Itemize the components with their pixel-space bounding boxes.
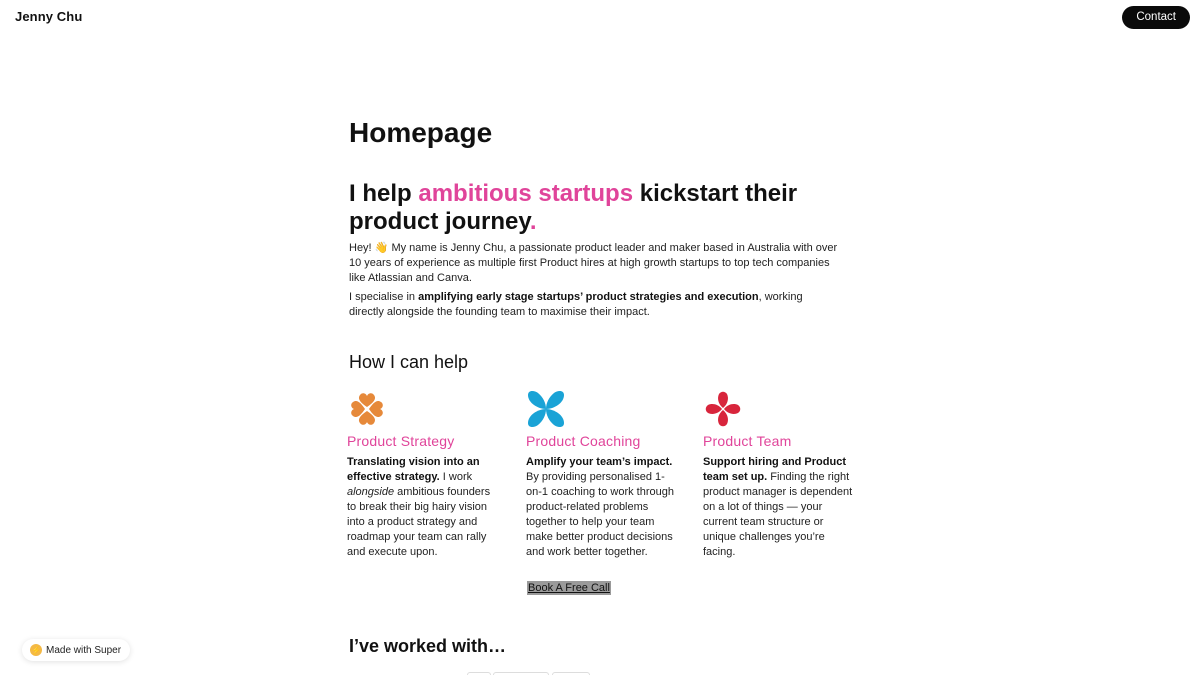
page-title: Homepage [349,117,493,148]
worked-with-title: I’ve worked with… [349,636,507,656]
card-description [526,455,676,560]
hero-highlight: ambitious startups [418,180,634,207]
card-lead: Support hiring and Product team set up. [703,456,846,483]
red-flower-icon [703,389,743,429]
card-lead: Amplify your team’s impact. [526,456,673,468]
card-title: Product Team [703,433,792,449]
lightning-bolt-icon: ⚡ [31,645,41,655]
blue-petals-icon [526,389,566,429]
hero-heading [349,180,819,236]
intro-paragraph-1 [349,241,839,286]
card-text: I work [439,471,473,483]
card-title: Product Strategy [347,433,455,449]
wave-emoji-icon: 👋 [374,242,389,254]
card-title: Product Coaching [526,433,641,449]
orange-hearts-icon [347,389,387,429]
card-description [703,455,853,560]
intro-greeting: Hey! [349,242,375,254]
intro-specialty: amplifying early stage startups’ product strategies and execution [418,291,759,303]
made-with-super-badge[interactable] [22,639,130,661]
site-name[interactable]: Jenny Chu [15,9,83,24]
book-free-call-link[interactable]: Book A Free Call [528,582,610,594]
intro-specialise-end: , working directly alongside the founding team to maximise their impact. [349,291,803,318]
intro-specialise: I specialise in [349,291,419,303]
card-emphasis: alongside [347,486,395,498]
hero-dot: . [529,208,537,235]
help-section-title: How I can help [349,352,469,372]
badge-label: Made with Super [46,644,122,656]
card-text-end: ambitious founders to break their big hairy vision into a product strategy and roadmap your team can rally and execute upon. [347,486,491,558]
hero-text-end: kickstart their product journey [349,180,798,235]
service-card-coaching [526,389,676,560]
hero-text-start: I help [349,180,419,207]
intro-text [349,241,839,324]
service-card-strategy [347,389,497,560]
card-text: Finding the right product manager is dependent on a lot of things — your current team structure or unique challenges you’re facing. [703,471,853,558]
service-card-team [703,389,853,560]
card-description [347,455,497,560]
card-text: By providing personalised 1-on-1 coaching to work through product-related problems together to help your team make better product decisions and work better together. [526,471,674,558]
contact-button[interactable]: Contact [1122,6,1190,29]
intro-paragraph-2 [349,290,839,320]
card-lead: Translating vision into an effective strategy. [347,456,480,483]
intro-body: My name is Jenny Chu, a passionate product leader and maker based in Australia with over 10 years of experience as multiple first Product hires at high growth startups to top tech companies like Atlassian and Canva. [349,242,838,284]
